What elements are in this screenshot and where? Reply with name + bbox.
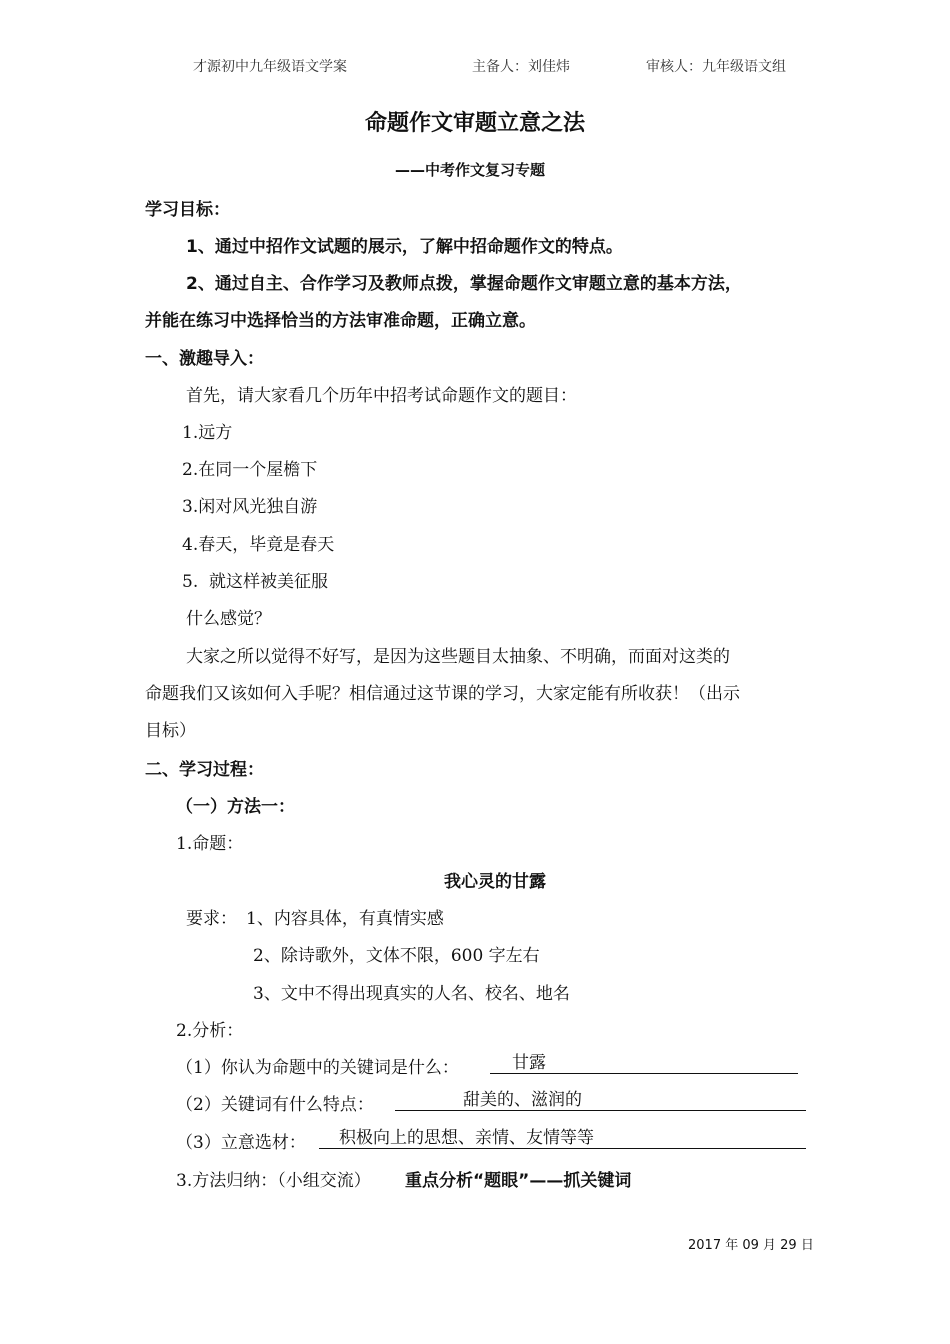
analysis-a3-field (319, 1128, 806, 1149)
header-preparer: 主备人：刘佳炜 (472, 59, 570, 75)
requirements-label: 要求： (186, 909, 237, 929)
section1-para-line2: 命题我们又该如何入手呢？相信通过这节课的学习，大家定能有所收获！（出示 (145, 684, 740, 704)
header-school: 才源初中九年级语文学案 (193, 59, 347, 75)
requirement-item: 2、除诗歌外，文体不限，600 字左右 (253, 946, 540, 966)
analysis-a3: 积极向上的思想、亲情、友情等等 (319, 1128, 806, 1149)
topic-item: 3.闲对风光独自游 (182, 497, 318, 517)
requirement-item: 1、内容具体，有真情实感 (246, 909, 444, 929)
footer-date: 2017 年 09 月 29 日 (688, 1238, 814, 1253)
objective-1: 1、通过中招作文试题的展示，了解中招命题作文的特点。 (186, 237, 623, 257)
method1-heading: （一）方法一： (176, 797, 295, 817)
requirement-item: 3、文中不得出现真实的人名、校名、地名 (253, 984, 570, 1004)
analysis-label: 2.分析： (176, 1021, 244, 1041)
section1-heading: 一、激趣导入： (145, 349, 264, 369)
topic-item: 2.在同一个屋檐下 (182, 460, 318, 480)
topic-item: 1.远方 (182, 423, 233, 443)
objectives-heading: 学习目标： (145, 200, 230, 220)
section1-para-line3: 目标） (145, 721, 196, 741)
objective-2-line1: 2、通过自主、合作学习及教师点拨，掌握命题作文审题立意的基本方法， (186, 274, 742, 294)
analysis-a1: 甘露 (490, 1053, 798, 1074)
analysis-q3: （3）立意选材： (176, 1133, 306, 1153)
analysis-a1-field (490, 1053, 798, 1074)
section1-para-line1: 大家之所以觉得不好写，是因为这些题目太抽象、不明确，而面对这类的 (186, 647, 730, 667)
section1-question: 什么感觉？ (186, 609, 271, 629)
page-subtitle: ——中考作文复习专题 (395, 161, 546, 179)
topic-item: 4.春天，毕竟是春天 (182, 535, 335, 555)
header-reviewer: 审核人：九年级语文组 (646, 59, 786, 75)
analysis-a2-field (395, 1090, 806, 1111)
analysis-q2: （2）关键词有什么特点： (176, 1095, 374, 1115)
page-title: 命题作文审题立意之法 (364, 111, 585, 136)
analysis-q1: （1）你认为命题中的关键词是什么： (176, 1058, 459, 1078)
section2-heading: 二、学习过程： (145, 760, 264, 780)
summary-label: 3.方法归纳：（小组交流） (176, 1171, 371, 1191)
analysis-a2: 甜美的、滋润的 (395, 1090, 806, 1111)
topic-item: 5. 就这样被美征服 (182, 572, 329, 592)
summary-bold: 重点分析“题眼”——抓关键词 (405, 1171, 632, 1191)
section1-intro: 首先，请大家看几个历年中招考试命题作文的题目： (186, 386, 577, 406)
prompt-title: 我心灵的甘露 (444, 872, 546, 892)
objective-2-line2: 并能在练习中选择恰当的方法审准命题，正确立意。 (145, 311, 536, 331)
prompt-label: 1.命题： (176, 834, 244, 854)
